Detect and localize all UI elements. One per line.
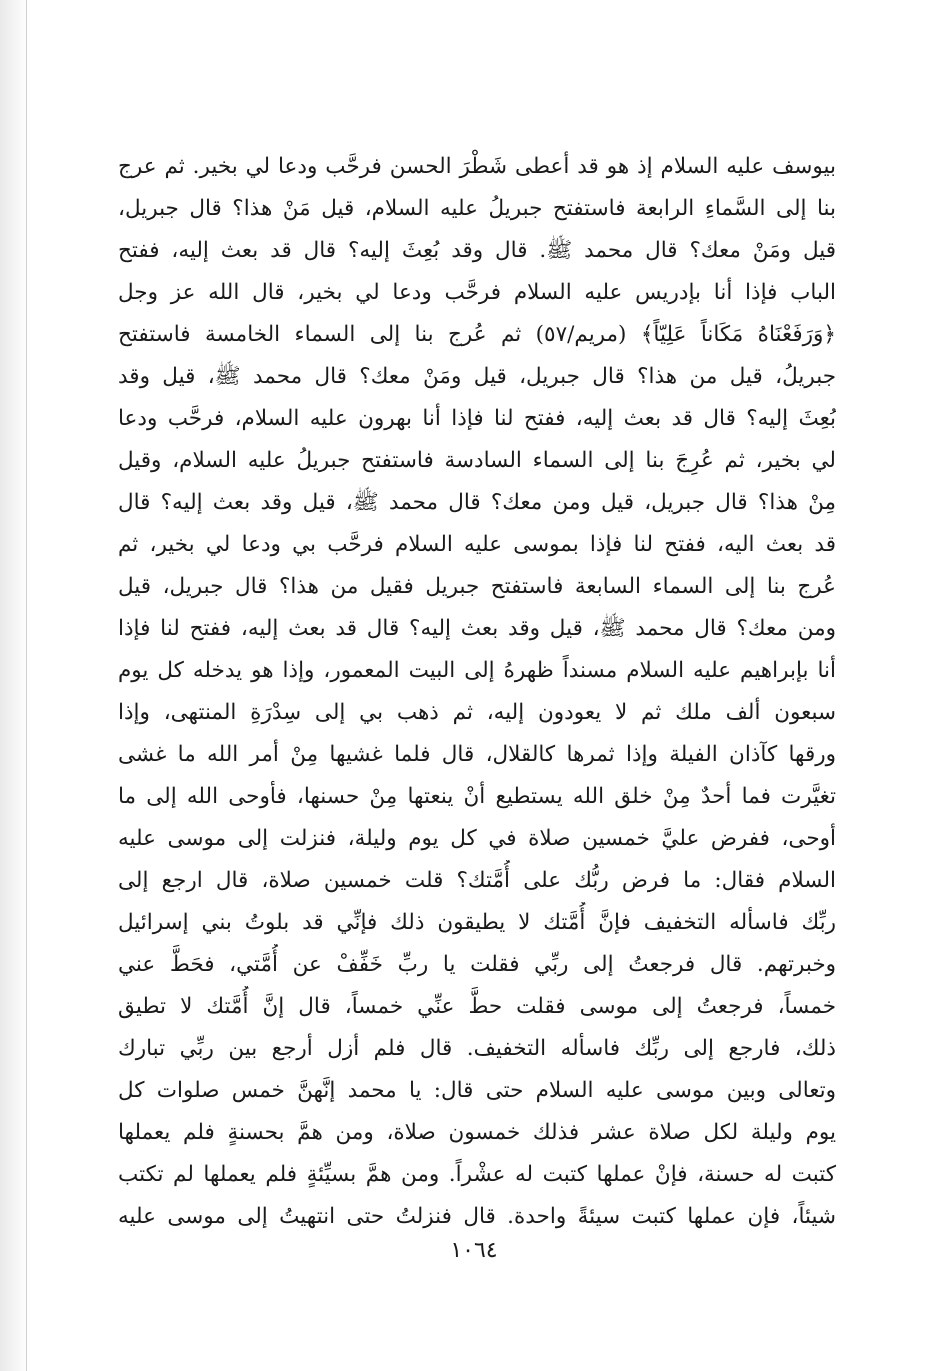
text-line: وخبرتهم. قال فرجعتُ إلى ربِّي فقلت يا ربِّ خَفِّفْ عن أُمَّتي، فحَطَّ عني [118,952,836,977]
text-line: خمساً، فرجعتُ إلى موسى فقلت حطَّ عنِّي خمساً، قال إنَّ أُمَّتك لا تطيق [118,994,836,1019]
text-line: ربِّك فاسأله التخفيف فإنَّ أُمَّتك لا يطيقون ذلك فإنِّي قد بلوتُ بني إسرائيل [118,910,836,935]
text-line: ﴿وَرَفَعْنَاهُ مَكَاناً عَلِيّاً﴾ (مريم/٥٧) ثم عُرج بنا إلى السماء الخامسة فاستفتح [118,322,836,347]
body-text [118,146,836,1238]
text-line: السلام فقال: ما فرض ربُّك على أُمَّتك؟ قلت خمسين صلاة، قال ارجع إلى [118,868,836,893]
text-line: كتبت له حسنة، فإنْ عملها كتبت له عشْراً. ومن همَّ بسيِّئةٍ فلم يعملها لم تكتب [118,1162,836,1187]
text-line: وتعالى وبين موسى عليه السلام حتى قال: يا محمد إنَّهنَّ خمس صلوات كل [118,1078,836,1103]
text-line: تغيَّرت فما أحدٌ مِنْ خلق الله يستطيع أنْ ينعتها مِنْ حسنها، فأوحى الله إلى ما [118,784,836,809]
text-line: ومن معك؟ قال محمد ﷺ، قيل وقد بعث إليه؟ قال قد بعث إليه، ففتح لنا فإذا [118,616,836,641]
text-line: أنا بإبراهيم عليه السلام مسنداً ظهرهُ إلى البيت المعمور، وإذا هو يدخله كل يوم [118,658,836,683]
text-line: أوحى، ففرض عليَّ خمسين صلاة في كل يوم وليلة، فنزلت إلى موسى عليه [118,826,836,851]
text-line: جبريلُ، قيل من هذا؟ قال جبريل، قيل ومَنْ معك؟ قال محمد ﷺ، قيل وقد [118,364,836,389]
scan-margin-edge [0,0,28,1371]
text-line: شيئاً، فإن عملها كتبت سيئةً واحدة. قال فنزلتُ حتى انتهيتُ إلى موسى عليه [118,1204,836,1229]
text-line: ذلك، فارجع إلى ربِّك فاسأله التخفيف. قال فلم أزل أرجع بين ربِّي تبارك [118,1036,836,1061]
text-line: بنا إلى السَّماءِ الرابعة فاستفتح جبريلُ عليه السلام، قيل مَنْ هذا؟ قال جبريل، [118,196,836,221]
text-line: مِنْ هذا؟ قال جبريل، قيل ومن معك؟ قال محمد ﷺ، قيل وقد بعث إليه؟ قال [118,490,836,515]
text-line: قيل ومَنْ معك؟ قال محمد ﷺ. قال وقد بُعِثَ إليه؟ قال قد بعث إليه، ففتح [118,238,836,263]
text-line: الباب فإذا أنا بإدريس عليه السلام فرحَّب ودعا لي بخير، قال الله عز وجل [118,280,836,305]
text-line: بُعِثَ إليه؟ قال قد بعث إليه، ففتح لنا فإذا أنا بهرون عليه السلام، فرحَّب ودعا [118,406,836,431]
text-line: عُرج بنا إلى السماء السابعة فاستفتح جبريل فقيل من هذا؟ قال جبريل، قيل [118,574,836,599]
page-number: ١٠٦٤ [450,1238,498,1263]
text-line: سبعون ألف ملك ثم لا يعودون إليه، ثم ذهب بي إلى سِدْرَةِ المنتهى، وإذا [118,700,836,725]
text-line: بيوسف عليه السلام إذ هو قد أعطى شَطْرَ الحسن فرحَّب ودعا لي بخير. ثم عرج [118,154,836,179]
text-line: لي بخير، ثم عُرِجَ بنا إلى السماء السادسة فاستفتح جبريلُ عليه السلام، وقيل [118,448,836,473]
text-line: يوم وليلة لكل صلاة عشر فذلك خمسون صلاة، ومن همَّ بحسنةٍ فلم يعملها [118,1120,836,1145]
text-line: ورقها كآذان الفيلة وإذا ثمرها كالقلال، قال فلما غشيها مِنْ أمر الله ما غشى [118,742,836,767]
text-line: قد بعث اليه، ففتح لنا فإذا بموسى عليه السلام فرحَّب بي ودعا لي بخير، ثم [118,532,836,557]
